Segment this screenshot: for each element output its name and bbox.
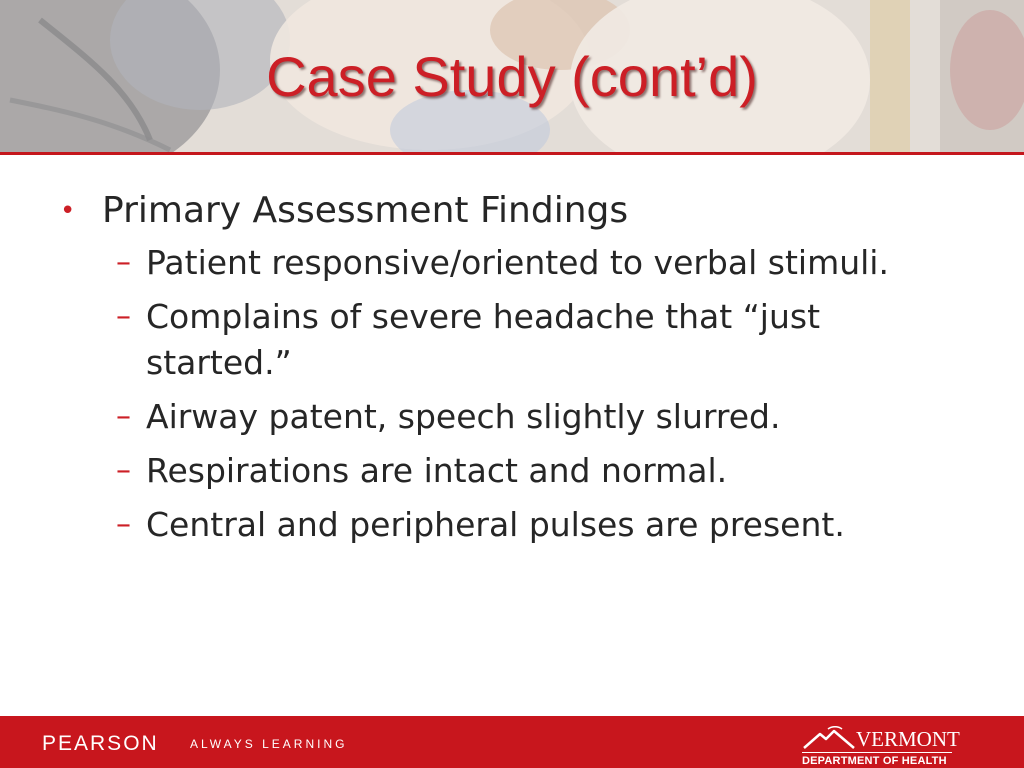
dash-marker: – xyxy=(116,245,131,280)
sub-bullet-text: Complains of severe headache that “just started.” xyxy=(146,297,821,382)
sub-bullet-text: Central and peripheral pulses are present. xyxy=(146,505,845,544)
sub-bullet-text: Airway patent, speech slightly slurred. xyxy=(146,397,781,436)
sub-bullet-item xyxy=(60,502,960,548)
sub-bullet-list xyxy=(60,240,980,548)
header-divider xyxy=(0,152,1024,155)
pearson-logo: PEARSON xyxy=(42,732,159,755)
dash-marker: – xyxy=(116,299,131,334)
bullet-item xyxy=(60,188,980,234)
dash-marker: – xyxy=(116,507,131,542)
header-photo-banner xyxy=(0,0,1024,152)
dash-marker: – xyxy=(116,399,131,434)
vermont-wordmark: VERMONT xyxy=(856,727,960,751)
sub-bullet-text: Respirations are intact and normal. xyxy=(146,451,728,490)
sub-bullet-item xyxy=(60,294,960,386)
sub-bullet-item xyxy=(60,240,960,286)
vermont-health-logo xyxy=(802,722,960,767)
sub-bullet-item xyxy=(60,448,960,494)
sub-bullet-item xyxy=(60,394,960,440)
slide-title: Case Study (cont’d) xyxy=(266,45,758,108)
dash-marker: – xyxy=(116,453,131,488)
slide-body xyxy=(60,188,980,556)
mountain-icon xyxy=(802,726,856,750)
bullet-marker: • xyxy=(60,196,76,226)
footer-bar xyxy=(0,716,1024,768)
logo-divider xyxy=(802,752,952,753)
bullet-text: Primary Assessment Findings xyxy=(102,190,629,231)
sub-bullet-text: Patient responsive/oriented to verbal stimuli. xyxy=(146,243,889,282)
footer-tagline: ALWAYS LEARNING xyxy=(190,737,348,751)
department-wordmark: DEPARTMENT OF HEALTH xyxy=(802,755,947,767)
